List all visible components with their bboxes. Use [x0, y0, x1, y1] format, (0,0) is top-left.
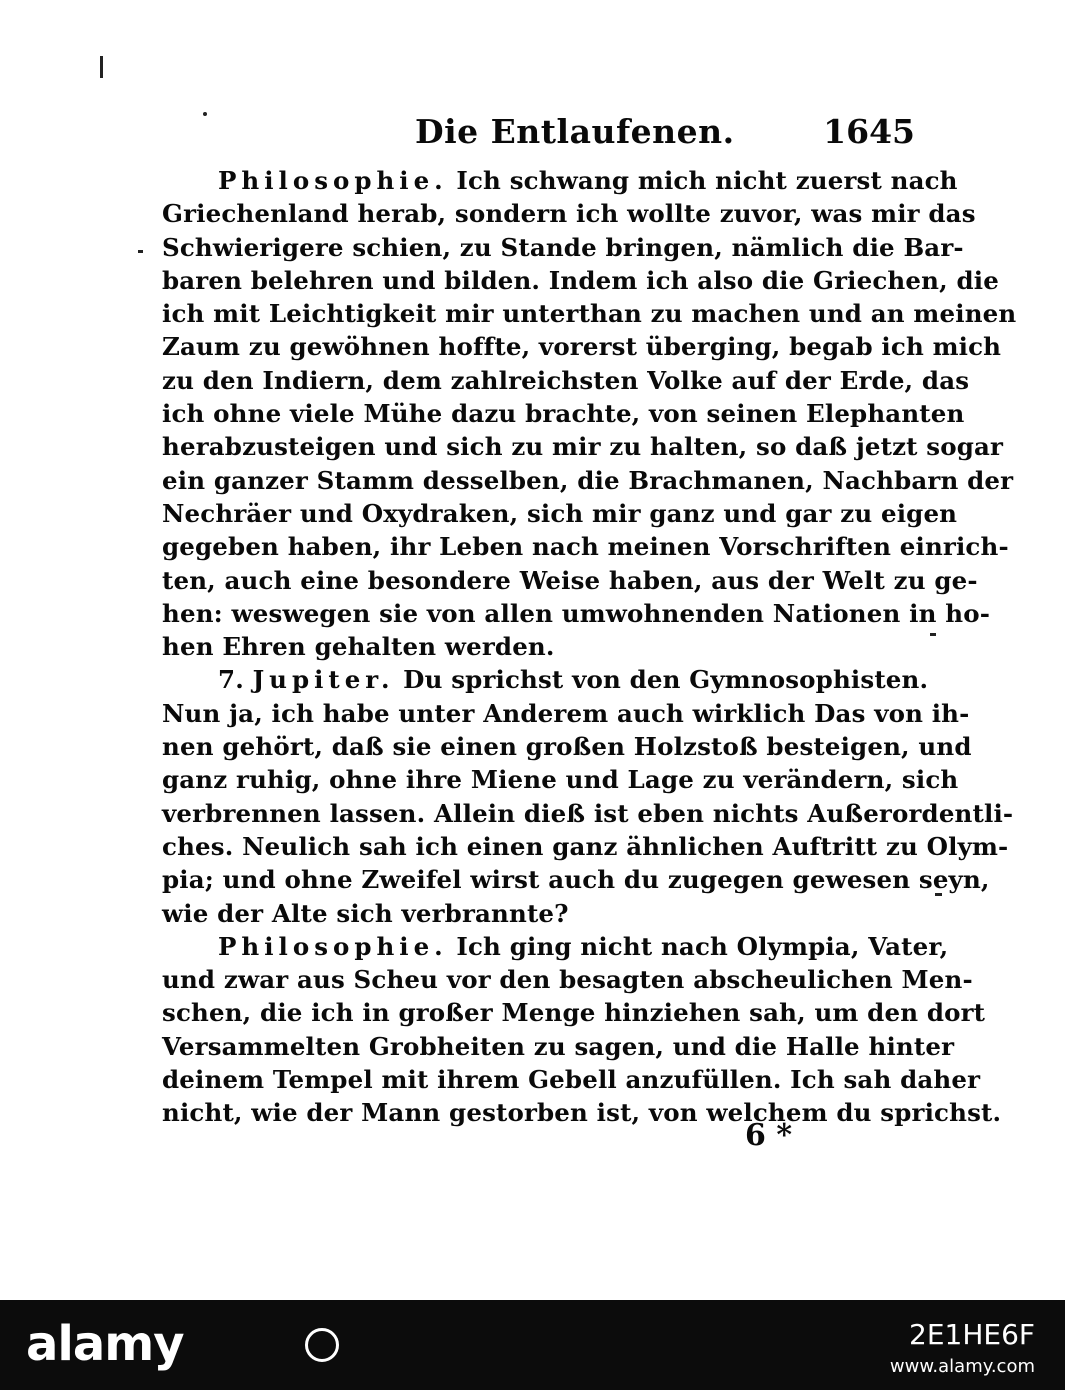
text-line — [162, 231, 964, 264]
text-line — [162, 164, 958, 197]
text-line — [162, 530, 1009, 563]
line-text: ich ohne viele Mühe dazu brachte, von seinen Elephanten — [162, 399, 965, 429]
line-text: gegeben haben, ihr Leben nach meinen Vorschriften einrich- — [162, 532, 1009, 562]
body-text — [162, 164, 1017, 1130]
image-id: 2E1HE6F — [909, 1318, 1035, 1351]
text-line — [162, 430, 1004, 463]
line-text: ein ganzer Stamm desselben, die Brachmanen, Nachbarn der — [162, 465, 1014, 495]
line-text: deinem Tempel mit ihrem Gebell anzufüllen. Ich sah daher — [162, 1065, 981, 1095]
brand-logo-text: alamy — [26, 1316, 184, 1372]
line-text: und zwar aus Scheu vor den besagten abscheulichen Men- — [162, 965, 973, 995]
page-number: 1645 — [823, 112, 915, 151]
scan-mark — [100, 56, 103, 78]
line-text: Nechräer und Oxydraken, sich mir ganz und gar zu eigen — [162, 498, 958, 528]
text-line — [162, 330, 1002, 363]
speaker-name: Philosophie. — [218, 166, 448, 195]
text-line — [162, 963, 973, 996]
line-text: baren belehren und bilden. Indem ich also die Griechen, die — [162, 265, 999, 295]
text-line — [162, 863, 990, 896]
section-number: 7. — [218, 665, 253, 695]
line-text: schen, die ich in großer Menge hinziehen sah, um den dort — [162, 998, 986, 1028]
line-text: Du sprichst von den Gymnosophisten. — [394, 665, 929, 695]
line-text: zu den Indiern, dem zahlreichsten Volke auf der Erde, das — [162, 365, 970, 395]
line-text: nicht, wie der Mann gestorben ist, von welchem du sprichst. — [162, 1098, 1002, 1128]
text-line — [162, 630, 910, 663]
scan-speck — [138, 250, 143, 253]
line-text: ches. Neulich sah ich einen ganz ähnlichen Auftritt zu Olym- — [162, 831, 1009, 861]
line-text: Griechenland herab, sondern ich wollte zuvor, was mir das — [162, 199, 976, 229]
watermark-band — [0, 1300, 1065, 1390]
signature-mark: 6 * — [745, 1118, 793, 1153]
text-line — [162, 397, 965, 430]
text-line — [162, 364, 970, 397]
line-text: ganz ruhig, ohne ihre Miene und Lage zu verändern, sich — [162, 765, 959, 795]
text-line — [162, 797, 1014, 830]
line-text: ten, auch eine besondere Weise haben, aus der Welt zu ge- — [162, 565, 978, 595]
speaker-name: Philosophie. — [218, 931, 448, 961]
line-text: Schwierigere schien, zu Stande bringen, nämlich die Bar- — [162, 232, 964, 262]
line-text: Versammelten Grobheiten zu sagen, und die Halle hinter — [162, 1031, 955, 1061]
text-line — [162, 464, 1014, 497]
text-line — [162, 697, 970, 730]
running-title: Die Entlaufenen. — [415, 112, 735, 151]
text-line — [162, 597, 991, 630]
line-text: herabzusteigen und sich zu mir zu halten, so daß jetzt sogar — [162, 432, 1004, 462]
line-text: nen gehört, daß sie einen großen Holzstoß besteigen, und — [162, 732, 972, 762]
text-line — [162, 497, 958, 530]
line-text: hen Ehren gehalten werden. — [162, 632, 555, 662]
text-line — [162, 730, 972, 763]
text-line — [162, 297, 1017, 330]
line-text: wie der Alte sich verbrannte? — [162, 898, 569, 928]
text-line — [162, 897, 910, 930]
line-text: Ich schwang mich nicht zuerst nach — [447, 166, 958, 195]
line-text: Ich ging nicht nach Olympia, Vater, — [447, 931, 949, 961]
line-text: Nun ja, ich habe unter Anderem auch wirklich Das von ih- — [162, 698, 970, 728]
line-text: pia; und ohne Zweifel wirst auch du zugegen gewesen seyn, — [162, 865, 990, 895]
text-line — [162, 930, 949, 963]
line-text: Zaum zu gewöhnen hoffte, vorerst überging, begab ich mich — [162, 332, 1002, 362]
text-line — [162, 763, 959, 796]
image-url: www.alamy.com — [889, 1356, 1035, 1377]
line-text: verbrennen lassen. Allein dieß ist eben nichts Außerordentli- — [162, 798, 1014, 828]
line-text: ich mit Leichtigkeit mir unterthan zu machen und an meinen — [162, 299, 1017, 329]
text-line — [162, 264, 999, 297]
text-line — [162, 663, 929, 696]
alamy-circle-icon — [305, 1328, 339, 1362]
text-line — [162, 996, 986, 1029]
line-text: hen: weswegen sie von allen umwohnenden Nationen in ho- — [162, 598, 991, 628]
speaker-name: Jupiter. — [252, 665, 395, 695]
text-line — [162, 1096, 1002, 1129]
text-line — [162, 564, 978, 597]
text-line — [162, 197, 976, 230]
text-line — [162, 1030, 955, 1063]
scan-speck — [930, 633, 936, 636]
text-line — [162, 830, 1009, 863]
running-header — [160, 108, 915, 154]
text-line — [162, 1063, 981, 1096]
